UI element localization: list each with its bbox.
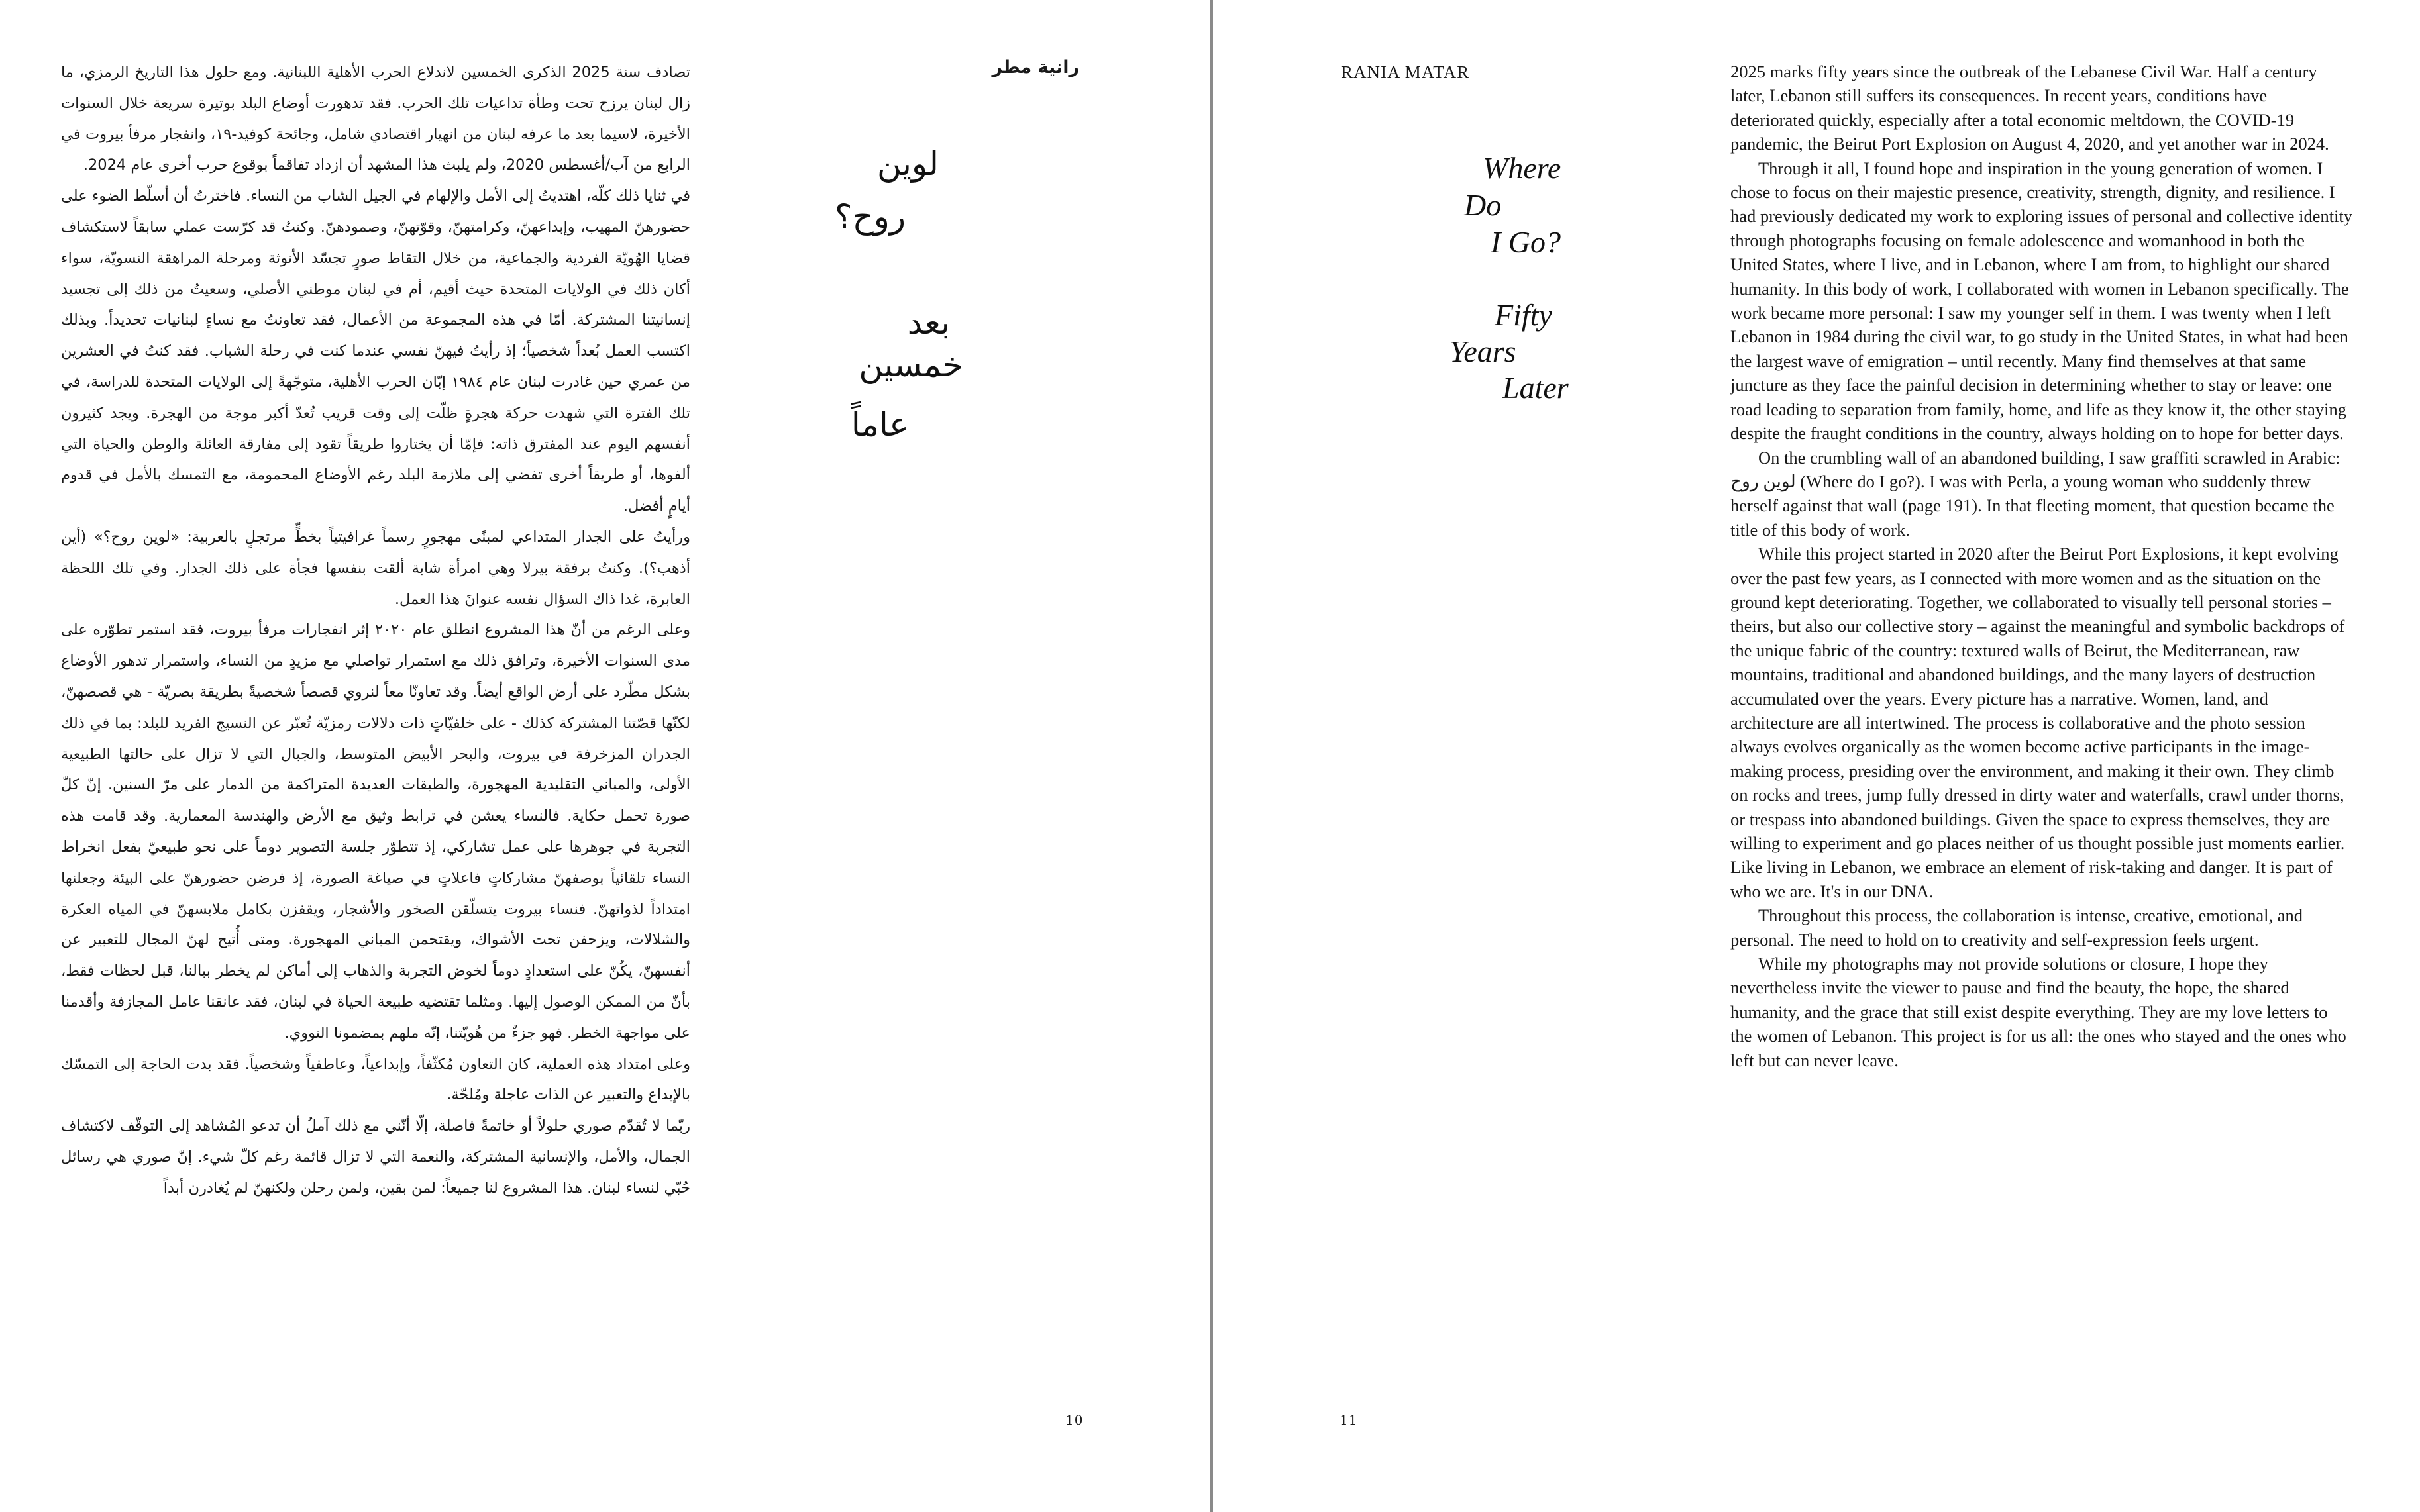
english-paragraph: On the crumbling wall of an abandoned building, I saw graffiti scrawled in Arabic: لوين روح (Where do I go?). I was with Perla, a young woman who suddenly threw herself against that wall (page 191). In that fleeting moment, that question became the title of this body of work. <box>1730 447 2341 540</box>
english-paragraph: While this project started in 2020 after the Beirut Port Explosions, it kept evolving over the past few years, as I connected with more women and as the situation on the ground kept deteriorating. Together, we collaborated to visually tell personal stories – theirs, but also our collective story – against the meaningful and symbolic backdrops of the unique fabric of the country: textured walls of Beirut, the Mediterranean, raw mountains, traditional and abandoned buildings, and the many layers of destruction accumulated over the years. Every picture has a narrative. Women, land, and architecture are all intertwined. The process is collaborative and the photo session always evolves organically as the women become active participants in the image-making process, presiding over the environment, and making it their own. They climb on rocks and trees, jump fully dressed in dirty water and waterfalls, crawl under thorns, or trespass into abandoned buildings. Given the space to express themselves, they are willing to experiment and go places neither of us thought possible just moments earlier. Like living in Lebanon, we embrace an element of risk-taking and danger. It is part of who we are. It's in our DNA. <box>1730 544 2345 901</box>
arabic-title-line: خمسين <box>859 346 963 384</box>
arabic-title-line: عاماً <box>851 405 909 444</box>
arabic-paragraph: وعلى امتداد هذه العملية، كان التعاون مُكثّفاً، وإبداعياً، وعاطفياً وشخصياً. فقد بدت الحاجة إلى التمسّك بالإبداع والتعبير عن الذات عاجلة ومُلحّة. <box>61 1055 690 1104</box>
english-title-line: Where <box>1483 151 1561 185</box>
english-title-line: Years <box>1449 334 1516 368</box>
arabic-paragraph: ربّما لا تُقدّم صوري حلولاً أو خاتمةً فاصلة، إلّا أنّني مع ذلك آملُ أن تدعو المُشاهد إلى التوقّف لاكتشاف الجمال، والأمل، والإنسانية المشتركة، والنعمة التي لا تزال قائمة رغم كلّ شيء. إنّ صوري هي رسائل حُبّي لنساء لبنان. هذا المشروع لنا جميعاً: لمن بقين، ولمن رحلن ولكنهنّ لم يُغادرن أبداً <box>61 1117 690 1197</box>
arabic-paragraph: وعلى الرغم من أنّ هذا المشروع انطلق عام ٢٠٢٠ إثر انفجارات مرفأ بيروت، فقد استمر تطوّره على مدى السنوات الأخيرة، وترافق ذلك مع استمرار تواصلي مع مزيدٍ من النساء، واستمرار تدهور الأوضاع بشكل مطّرد على أرض الواقع أيضاً. وقد تعاونّا معاً لنروي قصصاً شخصيةً بطريقة بصريّة - هي قصصهنّ، لكنّها قصّتنا المشتركة كذلك - على خلفيّاتٍ ذات دلالات رمزيّة تُعبّر عن النسيج الفريد للبلد: بما في ذلك الجدران المزخرفة في بيروت، والبحر الأبيض المتوسط، والجبال التي لا تزال على حالتها الطبيعية الأولى، والمباني التقليدية المهجورة، والطبقات العديدة المتراكمة من الدمار على مرّ السنين. إنّ كلّ صورة تحمل حكاية. فالنساء يعشن في ترابط وثيق مع الأرض والهندسة المعمارية. وقد قامت هذه التجربة في جوهرها على عمل تشاركي، إذ تتطوّر جلسة التصوير دوماً على نحو طبيعيّ بفعل انخراط النساء تلقائياً بوصفهنّ مشاركاتٍ فاعلاتٍ في صياغة الصورة، إذ فرضن حضورهنّ على البيئة وجعلنها امتداداً لذواتهنّ. فنساء بيروت يتسلّقن الصخور والأشجار، ويقفزن بكامل ملابسهنّ في المياه العكرة والشلالات، ويزحفن تحت الأشواك، ويقتحمن المباني المهجورة. ومتى أُتيح لهنّ المجال للتعبير عن أنفسهنّ، يكُنّ على استعدادٍ دوماً لخوض التجربة والذهاب إلى أماكن لم يخطر ببالنا، قبل لحظات فقط، بأنّ من الممكن الوصول إليها. ومثلما تقتضيه طبيعة الحياة في لبنان، فقد عانقنا عامل المجازفة وأقدمنا على مواجهة الخطر. فهو جزءٌ من هُويّتنا، إنّه ملهم بمضمونا النووي. <box>61 621 690 1042</box>
english-title-line: Fifty <box>1495 298 1552 332</box>
arabic-title-line: بعد <box>907 303 950 342</box>
english-title-line: Do <box>1464 188 1502 222</box>
english-essay-body <box>1730 60 2353 1072</box>
english-author-name: RANIA MATAR <box>1341 62 1470 82</box>
english-paragraph: 2025 marks fifty years since the outbreak of the Lebanese Civil War. Half a century later, Lebanon still suffers its consequences. In recent years, conditions have deteriorated quickly, especially after a total economic meltdown, the COVID-19 pandemic, the Beirut Port Explosion on August 4, 2020, and yet another war in 2024. <box>1730 62 2329 154</box>
english-paragraph: Throughout this process, the collaboration is intense, creative, emotional, and personal. The need to hold on to creativity and self-expression feels urgent. <box>1730 905 2303 950</box>
arabic-paragraph: تصادف سنة 2025 الذكرى الخمسين لاندلاع الحرب الأهلية اللبنانية. ومع حلول هذا التاريخ الرمزي، ما زال لبنان يرزح تحت وطأة تداعيات تلك الحرب. فقد تدهورت أوضاع البلد بوتيرة سريعة خلال السنوات الأخيرة، لاسيما بعد ما عرفه لبنان من انهيار اقتصادي شامل، وجائحة كوفيد-١٩، وانفجار مرفأ بيروت في الرابع من آب/أغسطس 2020، ولم يلبث هذا المشهد أن ازداد تفاقماً بوقوع حرب أخرى عام 2024. <box>61 64 691 174</box>
arabic-title-line: روح؟ <box>834 197 906 236</box>
arabic-paragraph: في ثنايا ذلك كلّه، اهتديتُ إلى الأمل والإلهام في الجيل الشاب من النساء. فاخترتُ أن أسلّط الضوء على حضورهنّ المهيب، وإبداعهنّ، وكرامتهنّ، وقوّتهنّ، وصمودهنّ. وكنتُ قد كرّست عملي سابقاً لاستكشاف قضايا الهُويّة الفردية والجماعية، من خلال التقاط صورٍ تجسّد الأنوثة ومرحلة المراهقة النسويّة، سواء أكان ذلك في الولايات المتحدة حيث أقيم، أم في لبنان موطني الأصلي، وسعيتُ من ذلك إلى تجسيد إنسانيتنا المشتركة. أمّا في هذه المجموعة من الأعمال، فقد تعاونتُ مع نساءٍ لبنانيات تحديداً. وبذلك اكتسب العمل بُعداً شخصياً؛ إذ رأيتُ فيهنّ نفسي عندما كنت في رحلة الشباب. فقد كنتُ في العشرين من عمري حين غادرت لبنان عام ١٩٨٤ إبّان الحرب الأهلية، متوجّهةً إلى الولايات المتحدة للدراسة، في تلك الفترة التي شهدت حركة هجرةٍ ظلّت إلى وقت قريب تُعدّ أكبر موجة من الهجرة. ويجد كثيرون أنفسهم اليوم عند المفترق ذاته: فإمّا أن يختاروا طريقاً تقود إلى مفارقة العائلة والوطن والحياة التي ألفوها، أو طريقاً أخرى تفضي إلى ملازمة البلد رغم الأوضاع المحمومة، مع التمسك بالأمل في قدوم أيامٍ أفضل. <box>61 187 690 515</box>
page-number-right: 11 <box>1340 1412 1358 1428</box>
english-title-line: Later <box>1502 371 1569 405</box>
english-title-line: I Go? <box>1491 225 1561 259</box>
english-paragraph: Through it all, I found hope and inspiration in the young generation of women. I chose to focus on their majestic presence, creativity, strength, dignity, and resilience. I had previously dedicated my work to exploring issues of personal and collective identity through photographs focusing on female adolescence and womanhood in both the United States, where I live, and in Lebanon, where I am from, to highlight our shared humanity. In this body of work, I collaborated with women in Lebanon specifically. The work became more personal: I saw my younger self in them. I was twenty when I left Lebanon in 1984 during the civil war, to go study in the United States, in what had been the largest wave of emigration – until recently. Many find themselves at that same juncture as they face the painful decision in determining whether to stay or leave: one road leading to separation from family, home, and life as they know it, the other staying despite the fraught conditions in the country, always holding on to hope for better days. <box>1730 158 2353 444</box>
arabic-title-line: لوين <box>876 144 939 183</box>
arabic-author-name: رانية مطر <box>992 57 1079 77</box>
page-number-left: 10 <box>1065 1412 1084 1428</box>
arabic-essay-body <box>61 57 690 1203</box>
arabic-paragraph: ورأيتُ على الجدار المتداعي لمبنًى مهجورٍ رسماً غرافيتياً بخطٍّ مرتجلٍ بالعربية: «لوين روح؟» (أين أذهب؟). وكنتُ برفقة بيرلا وهي امرأة شابة ألقت بنفسها فجأة على ذلك الجدار. وفي تلك اللحظة العابرة، غدا ذاك السؤال نفسه عنوانَ هذا العمل. <box>61 528 690 608</box>
english-paragraph: While my photographs may not provide solutions or closure, I hope they nevertheless invite the viewer to pause and find the beauty, the hope, the shared humanity, and the grace that still exist despite everything. They are my love letters to the women of Lebanon. This project is for us all: the ones who stayed and the ones who left but can never leave. <box>1730 954 2346 1070</box>
